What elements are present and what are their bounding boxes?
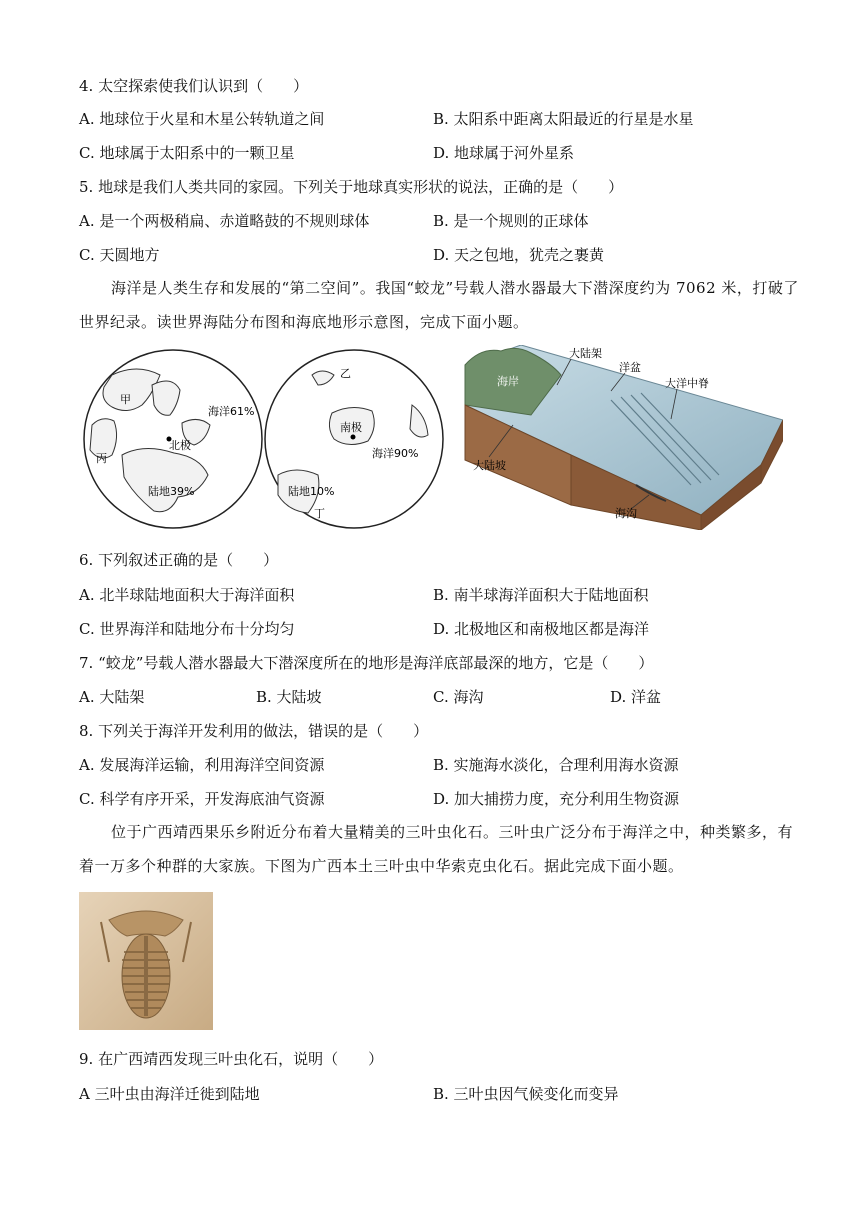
q4-option-d: D. 地球属于河外星系: [433, 144, 575, 162]
map-label-ding: 丁: [314, 507, 325, 520]
q8-option-a: A. 发展海洋运输，利用海洋空间资源: [79, 756, 325, 774]
map-label-south-pole: 南极: [340, 421, 362, 434]
map-label-south-land: 陆地10%: [288, 485, 335, 498]
map-label-north-land: 陆地39%: [148, 485, 195, 498]
map-label-jia: 甲: [120, 393, 131, 406]
q7-option-a: A. 大陆架: [79, 688, 145, 706]
q5-stem: 5. 地球是我们人类共同的家园。下列关于地球真实形状的说法，正确的是（ ）: [79, 178, 624, 196]
q4-option-c: C. 地球属于太阳系中的一颗卫星: [79, 144, 295, 162]
label-trench: 海沟: [615, 507, 637, 520]
q4-stem: 4. 太空探索使我们认识到（ ）: [79, 77, 309, 95]
q6-option-b: B. 南半球海洋面积大于陆地面积: [433, 586, 649, 604]
q8-option-b: B. 实施海水淡化，合理利用海水资源: [433, 756, 679, 774]
hemisphere-maps: [82, 345, 447, 535]
q9-option-a: A 三叶虫由海洋迁徙到陆地: [79, 1085, 260, 1103]
passage-trilobite: 位于广西靖西果乐乡附近分布着大量精美的三叶虫化石。三叶虫广泛分布于海洋之中，种类繁多，有着一万多个种群的大家族。下图为广西本土三叶虫中华索克虫化石。据此完成下面小题。: [79, 823, 794, 875]
label-coast: 海岸: [497, 375, 519, 388]
q4-option-b: B. 太阳系中距离太阳最近的行星是水星: [433, 110, 694, 128]
label-mid-ocean-ridge: 大洋中脊: [665, 377, 709, 390]
q7-option-c: C. 海沟: [433, 688, 484, 706]
southern-hemisphere-map: [265, 350, 443, 528]
map-label-yi: 乙: [340, 367, 351, 380]
q9-option-b: B. 三叶虫因气候变化而变异: [433, 1085, 619, 1103]
seafloor-diagram: [461, 345, 783, 530]
q7-option-b: B. 大陆坡: [256, 688, 322, 706]
q5-option-a: A. 是一个两极稍扁、赤道略鼓的不规则球体: [79, 212, 370, 230]
q6-stem: 6. 下列叙述正确的是（ ）: [79, 551, 279, 569]
map-label-bing: 丙: [96, 452, 107, 465]
q5-option-c: C. 天圆地方: [79, 246, 160, 264]
q8-stem: 8. 下列关于海洋开发利用的做法，错误的是（ ）: [79, 722, 429, 740]
passage-ocean: 海洋是人类生存和发展的“第二空间”。我国“蛟龙”号载人潜水器最大下潜深度约为 7062 米，打破了世界纪录。读世界海陆分布图和海底地形示意图，完成下面小题。: [79, 279, 799, 331]
label-continental-shelf: 大陆架: [569, 347, 602, 360]
trilobite-fossil-photo: [79, 892, 213, 1030]
q6-option-d: D. 北极地区和南极地区都是海洋: [433, 620, 650, 638]
q6-option-c: C. 世界海洋和陆地分布十分均匀: [79, 620, 295, 638]
q6-option-a: A. 北半球陆地面积大于海洋面积: [79, 586, 295, 604]
q5-option-d: D. 天之包地，犹壳之裹黄: [433, 246, 605, 264]
q7-option-d: D. 洋盆: [610, 688, 662, 706]
q8-option-d: D. 加大捕捞力度，充分利用生物资源: [433, 790, 680, 808]
q5-option-b: B. 是一个规则的正球体: [433, 212, 589, 230]
q7-stem: 7. “蛟龙”号载人潜水器最大下潜深度所在的地形是海洋底部最深的地方，它是（ ）: [79, 654, 654, 672]
q8-option-c: C. 科学有序开采，开发海底油气资源: [79, 790, 325, 808]
label-ocean-basin: 洋盆: [619, 361, 641, 374]
map-label-north-ocean: 海洋61%: [208, 405, 255, 418]
label-continental-slope: 大陆坡: [473, 459, 506, 472]
map-label-north-pole: 北极: [169, 439, 191, 452]
q4-option-a: A. 地球位于火星和木星公转轨道之间: [79, 110, 325, 128]
map-label-south-ocean: 海洋90%: [372, 447, 419, 460]
q9-stem: 9. 在广西靖西发现三叶虫化石，说明（ ）: [79, 1050, 384, 1068]
